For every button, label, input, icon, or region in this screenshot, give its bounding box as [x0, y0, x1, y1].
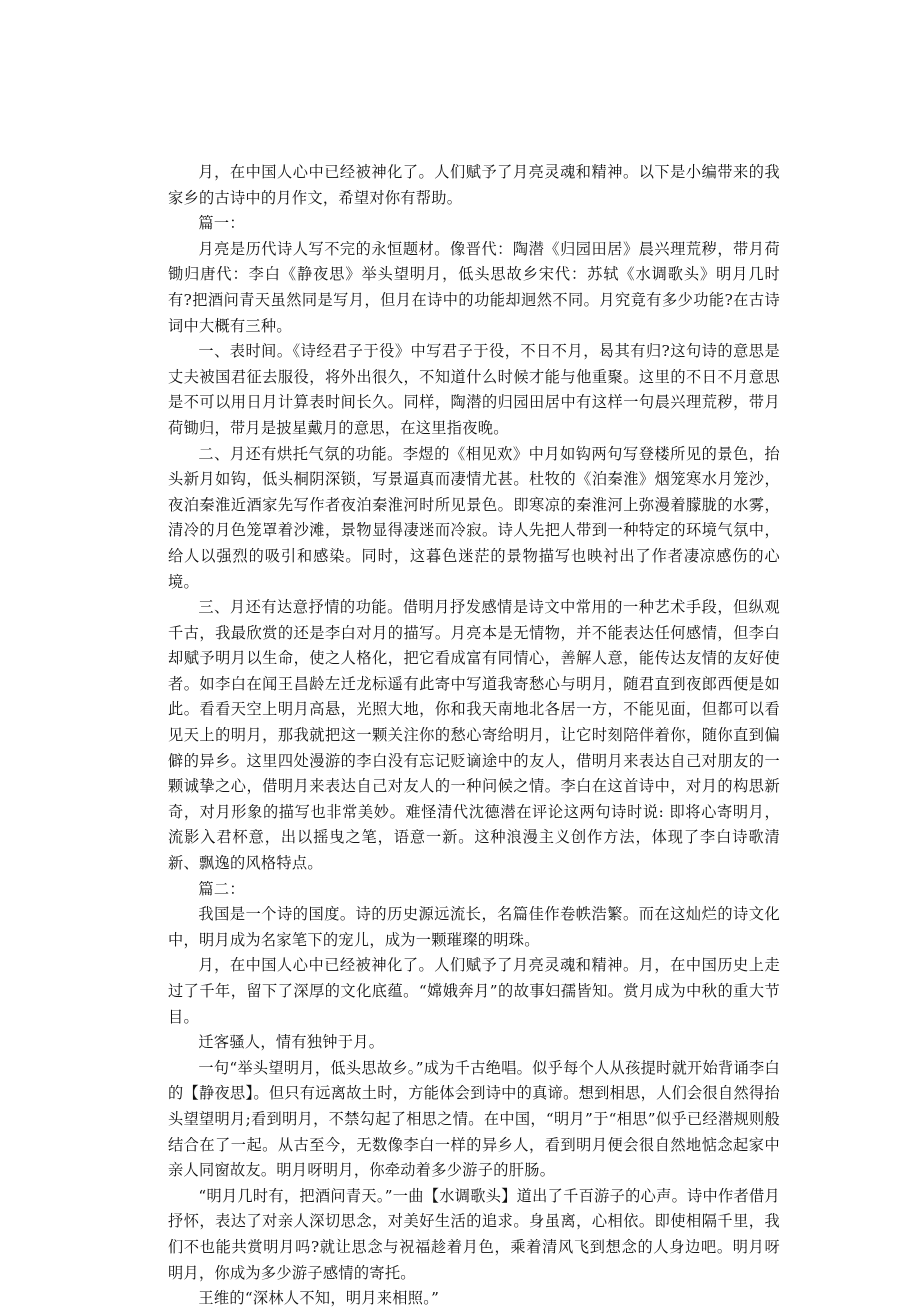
paragraph: 三、月还有达意抒情的功能。借明月抒发感情是诗文中常用的一种艺术手段，但纵观千古，我最欣赏的还是李白对月的描写。月亮本是无情物，并不能表达任何感情，但李白却赋予明月以生命，使之人格化，把它看成富有同情心，善解人意，能传达友情的友好使者。如李白在闻王昌龄左迁龙标遥有此寄中写道我寄愁心与明月，随君直到夜郎西便是如此。看看天空上明月高悬，光照大地，你和我天南地北各居一方，不能见面，但都可以看见天上的明月，那我就把这一颗关注你的愁心寄给明月，让它时刻陪伴着你，随你直到偏僻的异乡。这里四处漫游的李白没有忘记贬谪途中的友人，借明月来表达自己对朋友的一颗诚挚之心，借明月来表达自己对友人的一种问候之情。李白在这首诗中，对月的构思新奇，对月形象的描写也非常美妙。难怪清代沈德潜在评论这两句诗时说: 即将心寄明月，流影入君杯意，出以摇曳之笔，语意一新。这种浪漫主义创作方法，体现了李白诗歌清新、飘逸的风格特点。	[168, 598, 780, 873]
paragraph: 二、月还有烘托气氛的功能。李煜的《相见欢》中月如钩两句写登楼所见的景色，抬头新月如钩，低头桐阴深锁，写景逼真而凄情尤甚。杜牧的《泊秦淮》烟笼寒水月笼沙，夜泊秦淮近酒家先写作者夜泊秦淮河时所见景色。即寒凉的秦淮河上弥漫着朦胧的水雾，清冷的月色笼罩着沙滩，景物显得凄迷而冷寂。诗人先把人带到一种特定的环境气氛中，给人以强烈的吸引和感染。同时，这暮色迷茫的景物描写也映衬出了作者凄凉感伤的心境。	[168, 444, 780, 591]
section-heading-1: 篇一：	[198, 214, 245, 233]
paragraph: 迁客骚人，情有独钟于月。	[198, 1033, 385, 1052]
paragraph: 我国是一个诗的国度。诗的历史源远流长，名篇佳作卷帙浩繁。而在这灿烂的诗文化中，明月成为名家笔下的宠儿，成为一颗璀璨的明珠。	[168, 905, 780, 949]
intro-paragraph: 月，在中国人心中已经被神化了。人们赋予了月亮灵魂和精神。以下是小编带来的我家乡的古诗中的月作文，希望对你有帮助。	[168, 163, 780, 207]
article-body	[168, 160, 780, 1312]
paragraph: “明月几时有，把酒问青天。”一曲【水调歌头】道出了千百游子的心声。诗中作者借月抒怀，表达了对亲人深切思念，对美好生活的追求。身虽离，心相依。即使相隔千里，我们不也能共赏明月吗?就让思念与祝福趁着月色，乘着清风飞到想念的人身边吧。明月呀明月，你成为多少游子感情的寄托。	[168, 1186, 780, 1282]
section-heading-2: 篇二：	[198, 879, 245, 898]
paragraph: 月亮是历代诗人写不完的永恒题材。像晋代：陶潜《归园田居》晨兴理荒秽，带月荷锄归唐代：李白《静夜思》举头望明月，低头思故乡宋代：苏轼《水调歌头》明月几时有?把酒问青天虽然同是写月，但月在诗中的功能却迥然不同。月究竟有多少功能?在古诗词中大概有三种。	[168, 239, 780, 335]
paragraph: 月，在中国人心中已经被神化了。人们赋予了月亮灵魂和精神。月，在中国历史上走过了千年，留下了深厚的文化底蕴。“嫦娥奔月”的故事妇孺皆知。赏月成为中秋的重大节目。	[168, 956, 780, 1026]
paragraph: 一句“举头望明月，低头思故乡。”成为千古绝唱。似乎每个人从孩提时就开始背诵李白的【静夜思】。但只有远离故土时，方能体会到诗中的真谛。想到相思，人们会很自然得抬头望望明月;看到明月，不禁勾起了相思之情。在中国，“明月”于“相思”似乎已经潜规则般结合在了一起。从古至今，无数像李白一样的异乡人，看到明月便会很自然地惦念起家中亲人同窗故友。明月呀明月，你牵动着多少游子的肝肠。	[168, 1058, 780, 1180]
paragraph: 王维的“深林人不知，明月来相照。”	[198, 1289, 440, 1308]
paragraph: 一、表时间。《诗经君子于役》中写君子于役，不日不月，曷其有归?这句诗的意思是丈夫被国君征去服役，将外出很久，不知道什么时候才能与他重聚。这里的不日不月意思是不可以用日月计算表时间长久。同样，陶潜的归园田居中有这样一句晨兴理荒秽，带月荷锄归，带月是披星戴月的意思，在这里指夜晚。	[168, 342, 780, 437]
